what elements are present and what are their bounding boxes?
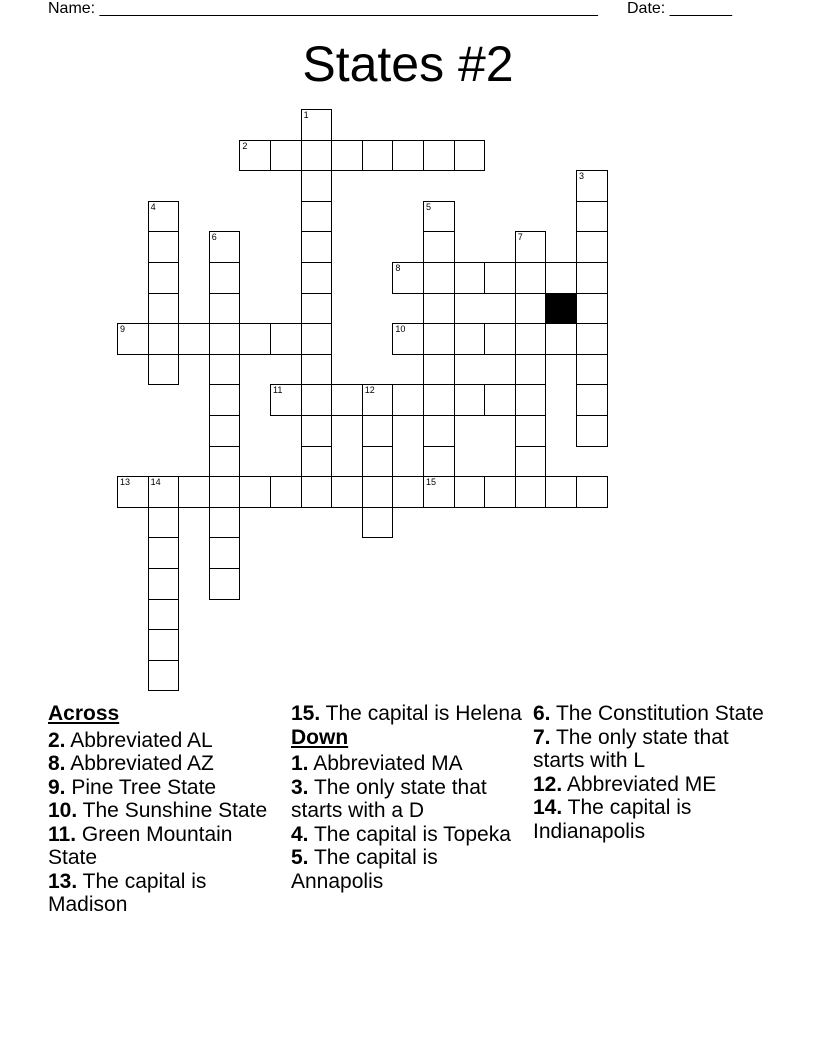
crossword-cell[interactable]	[362, 446, 394, 478]
crossword-cell[interactable]	[148, 201, 180, 233]
clue-down-6: 6. The Constitution State	[533, 702, 764, 725]
crossword-cell[interactable]	[423, 293, 455, 325]
name-field-label: Name: ________________________________________________________	[48, 0, 598, 17]
crossword-cell[interactable]	[148, 476, 180, 508]
clue-number: 12	[364, 385, 375, 396]
crossword-cell[interactable]	[392, 323, 424, 355]
crossword-cell[interactable]	[515, 231, 547, 263]
clue-down-12: 12. Abbreviated ME	[533, 772, 717, 796]
clue-across-11: 11. Green Mountain State	[48, 822, 233, 869]
clues-column-1	[48, 702, 283, 917]
clue-down-7: 7. The only state that starts with L	[533, 725, 729, 772]
crossword-cell[interactable]	[392, 140, 424, 172]
crossword-cell[interactable]	[545, 476, 577, 508]
crossword-cell[interactable]	[301, 231, 333, 263]
crossword-cell[interactable]	[209, 415, 241, 447]
crossword-cell[interactable]	[423, 476, 455, 508]
crossword-cell[interactable]	[454, 476, 486, 508]
crossword-cell[interactable]	[423, 231, 455, 263]
crossword-cell[interactable]	[301, 201, 333, 233]
crossword-cell[interactable]	[117, 476, 149, 508]
clue-down-1: 1. Abbreviated MA	[291, 752, 463, 775]
crossword-cell[interactable]	[515, 293, 547, 325]
crossword-cell[interactable]	[117, 323, 149, 355]
clue-across-13: 13. The capital is Madison	[48, 869, 207, 916]
clue-number: 3	[579, 171, 585, 182]
crossword-cell[interactable]	[515, 415, 547, 447]
crossword-cell[interactable]	[484, 384, 516, 416]
crossword-cell[interactable]	[423, 415, 455, 447]
clue-number: 4	[150, 201, 156, 212]
crossword-cell[interactable]	[423, 140, 455, 172]
clue-number: 5	[426, 201, 432, 212]
crossword-cell[interactable]	[362, 140, 394, 172]
clue-number: 13	[120, 477, 131, 488]
crossword-cell[interactable]	[331, 140, 363, 172]
crossword-cell[interactable]	[545, 323, 577, 355]
crossword-cell[interactable]	[454, 262, 486, 294]
clue-across-8: 8. Abbreviated AZ	[48, 752, 214, 775]
crossword-cell[interactable]	[301, 446, 333, 478]
crossword-cell[interactable]	[515, 323, 547, 355]
clues-column-2	[291, 702, 526, 893]
clue-across-10: 10. The Sunshine State	[48, 799, 268, 822]
crossword-cell[interactable]	[515, 384, 547, 416]
crossword-cell[interactable]	[301, 140, 333, 172]
crossword-cell[interactable]	[423, 323, 455, 355]
crossword-cell[interactable]	[209, 293, 241, 325]
crossword-cell[interactable]	[576, 201, 608, 233]
across-heading: Across	[48, 702, 120, 725]
crossword-cell[interactable]	[209, 231, 241, 263]
clue-number: 1	[303, 110, 309, 120]
crossword-cell[interactable]	[515, 354, 547, 386]
crossword-cell[interactable]	[148, 660, 180, 692]
clue-down-14: 14. The capital is Indianapolis	[533, 796, 692, 843]
clue-down-4: 4. The capital is Topeka	[291, 822, 511, 846]
crossword-cell[interactable]	[423, 201, 455, 233]
crossword-cell[interactable]	[301, 415, 333, 447]
crossword-cell[interactable]	[148, 323, 180, 355]
crossword-cell[interactable]	[362, 476, 394, 508]
crossword-cell[interactable]	[178, 476, 210, 508]
crossword-cell[interactable]	[239, 476, 271, 508]
crossword-cell[interactable]	[362, 415, 394, 447]
crossword-cell[interactable]	[270, 476, 302, 508]
crossword-cell[interactable]	[423, 354, 455, 386]
crossword-cell[interactable]	[515, 446, 547, 478]
crossword-cell[interactable]	[178, 323, 210, 355]
crossword-cell[interactable]	[576, 262, 608, 294]
crossword-cell[interactable]	[148, 231, 180, 263]
crossword-cell[interactable]	[270, 323, 302, 355]
crossword-cell[interactable]	[239, 140, 271, 172]
crossword-cell[interactable]	[301, 109, 333, 141]
crossword-cell[interactable]	[301, 476, 333, 508]
clue-number: 14	[150, 477, 161, 488]
crossword-cell[interactable]	[515, 262, 547, 294]
crossword-cell[interactable]	[209, 446, 241, 478]
clues-column-3	[533, 702, 768, 843]
crossword-cell[interactable]	[515, 476, 547, 508]
crossword-cell[interactable]	[301, 170, 333, 202]
crossword-cell[interactable]	[209, 507, 241, 539]
crossword-cell[interactable]	[301, 384, 333, 416]
clue-down-3: 3. The only state that starts with a D	[291, 775, 487, 822]
crossword-cell[interactable]	[301, 323, 333, 355]
crossword-cell[interactable]	[148, 629, 180, 661]
crossword-cell[interactable]	[148, 262, 180, 294]
crossword-cell[interactable]	[484, 476, 516, 508]
crossword-cell[interactable]	[148, 599, 180, 631]
crossword-cell[interactable]	[148, 293, 180, 325]
crossword-cell[interactable]	[301, 293, 333, 325]
crossword-cell[interactable]	[576, 354, 608, 386]
crossword-cell[interactable]	[576, 384, 608, 416]
crossword-cell[interactable]	[576, 323, 608, 355]
crossword-cell[interactable]	[331, 476, 363, 508]
crossword-cell[interactable]	[148, 354, 180, 386]
crossword-cell[interactable]	[270, 384, 302, 416]
down-heading: Down	[291, 725, 349, 749]
crossword-cell[interactable]	[576, 293, 608, 325]
crossword-cell[interactable]	[484, 262, 516, 294]
crossword-cell[interactable]	[362, 384, 394, 416]
crossword-cell[interactable]	[209, 323, 241, 355]
crossword-cell[interactable]	[209, 262, 241, 294]
crossword-cell[interactable]	[209, 354, 241, 386]
crossword-cell[interactable]	[392, 384, 424, 416]
crossword-cell[interactable]	[576, 415, 608, 447]
crossword-cell[interactable]	[148, 507, 180, 539]
crossword-cell[interactable]	[423, 446, 455, 478]
crossword-cell[interactable]	[423, 384, 455, 416]
crossword-cell[interactable]	[270, 140, 302, 172]
crossword-cell[interactable]	[209, 384, 241, 416]
clue-across-2: 2. Abbreviated AL	[48, 728, 213, 752]
crossword-cell[interactable]	[209, 537, 241, 569]
crossword-cell[interactable]	[301, 262, 333, 294]
clue-number: 7	[517, 232, 523, 243]
crossword-cell[interactable]	[454, 140, 486, 172]
clue-number: 8	[395, 263, 401, 273]
crossword-cell[interactable]	[545, 262, 577, 294]
crossword-cell[interactable]	[209, 476, 241, 508]
crossword-cell[interactable]	[331, 384, 363, 416]
crossword-block-cell	[545, 293, 577, 325]
clue-number: 15	[426, 477, 437, 488]
crossword-cell[interactable]	[454, 323, 486, 355]
crossword-cell[interactable]	[392, 262, 424, 294]
crossword-cell[interactable]	[423, 262, 455, 294]
clue-number: 9	[120, 324, 126, 335]
crossword-cell[interactable]	[454, 384, 486, 416]
crossword-cell[interactable]	[576, 476, 608, 508]
clue-across-9: 9. Pine Tree State	[48, 775, 217, 799]
crossword-cell[interactable]	[209, 568, 241, 600]
crossword-cell[interactable]	[362, 507, 394, 539]
crossword-cell[interactable]	[239, 323, 271, 355]
crossword-cell[interactable]	[484, 323, 516, 355]
clue-number: 2	[242, 140, 248, 151]
crossword-cell[interactable]	[576, 170, 608, 202]
clue-down-5: 5. The capital is Annapolis	[291, 846, 438, 893]
date-field-label: Date: _______	[627, 0, 732, 17]
crossword-cell[interactable]	[576, 231, 608, 263]
crossword-cell[interactable]	[392, 476, 424, 508]
page-title: States #2	[302, 36, 514, 92]
clue-across-15: 15. The capital is Helena	[291, 702, 522, 725]
clue-number: 11	[273, 385, 283, 396]
crossword-cell[interactable]	[148, 537, 180, 569]
clue-number: 6	[211, 232, 217, 243]
crossword-cell[interactable]	[301, 354, 333, 386]
crossword-cell[interactable]	[148, 568, 180, 600]
clue-number: 10	[395, 324, 406, 335]
